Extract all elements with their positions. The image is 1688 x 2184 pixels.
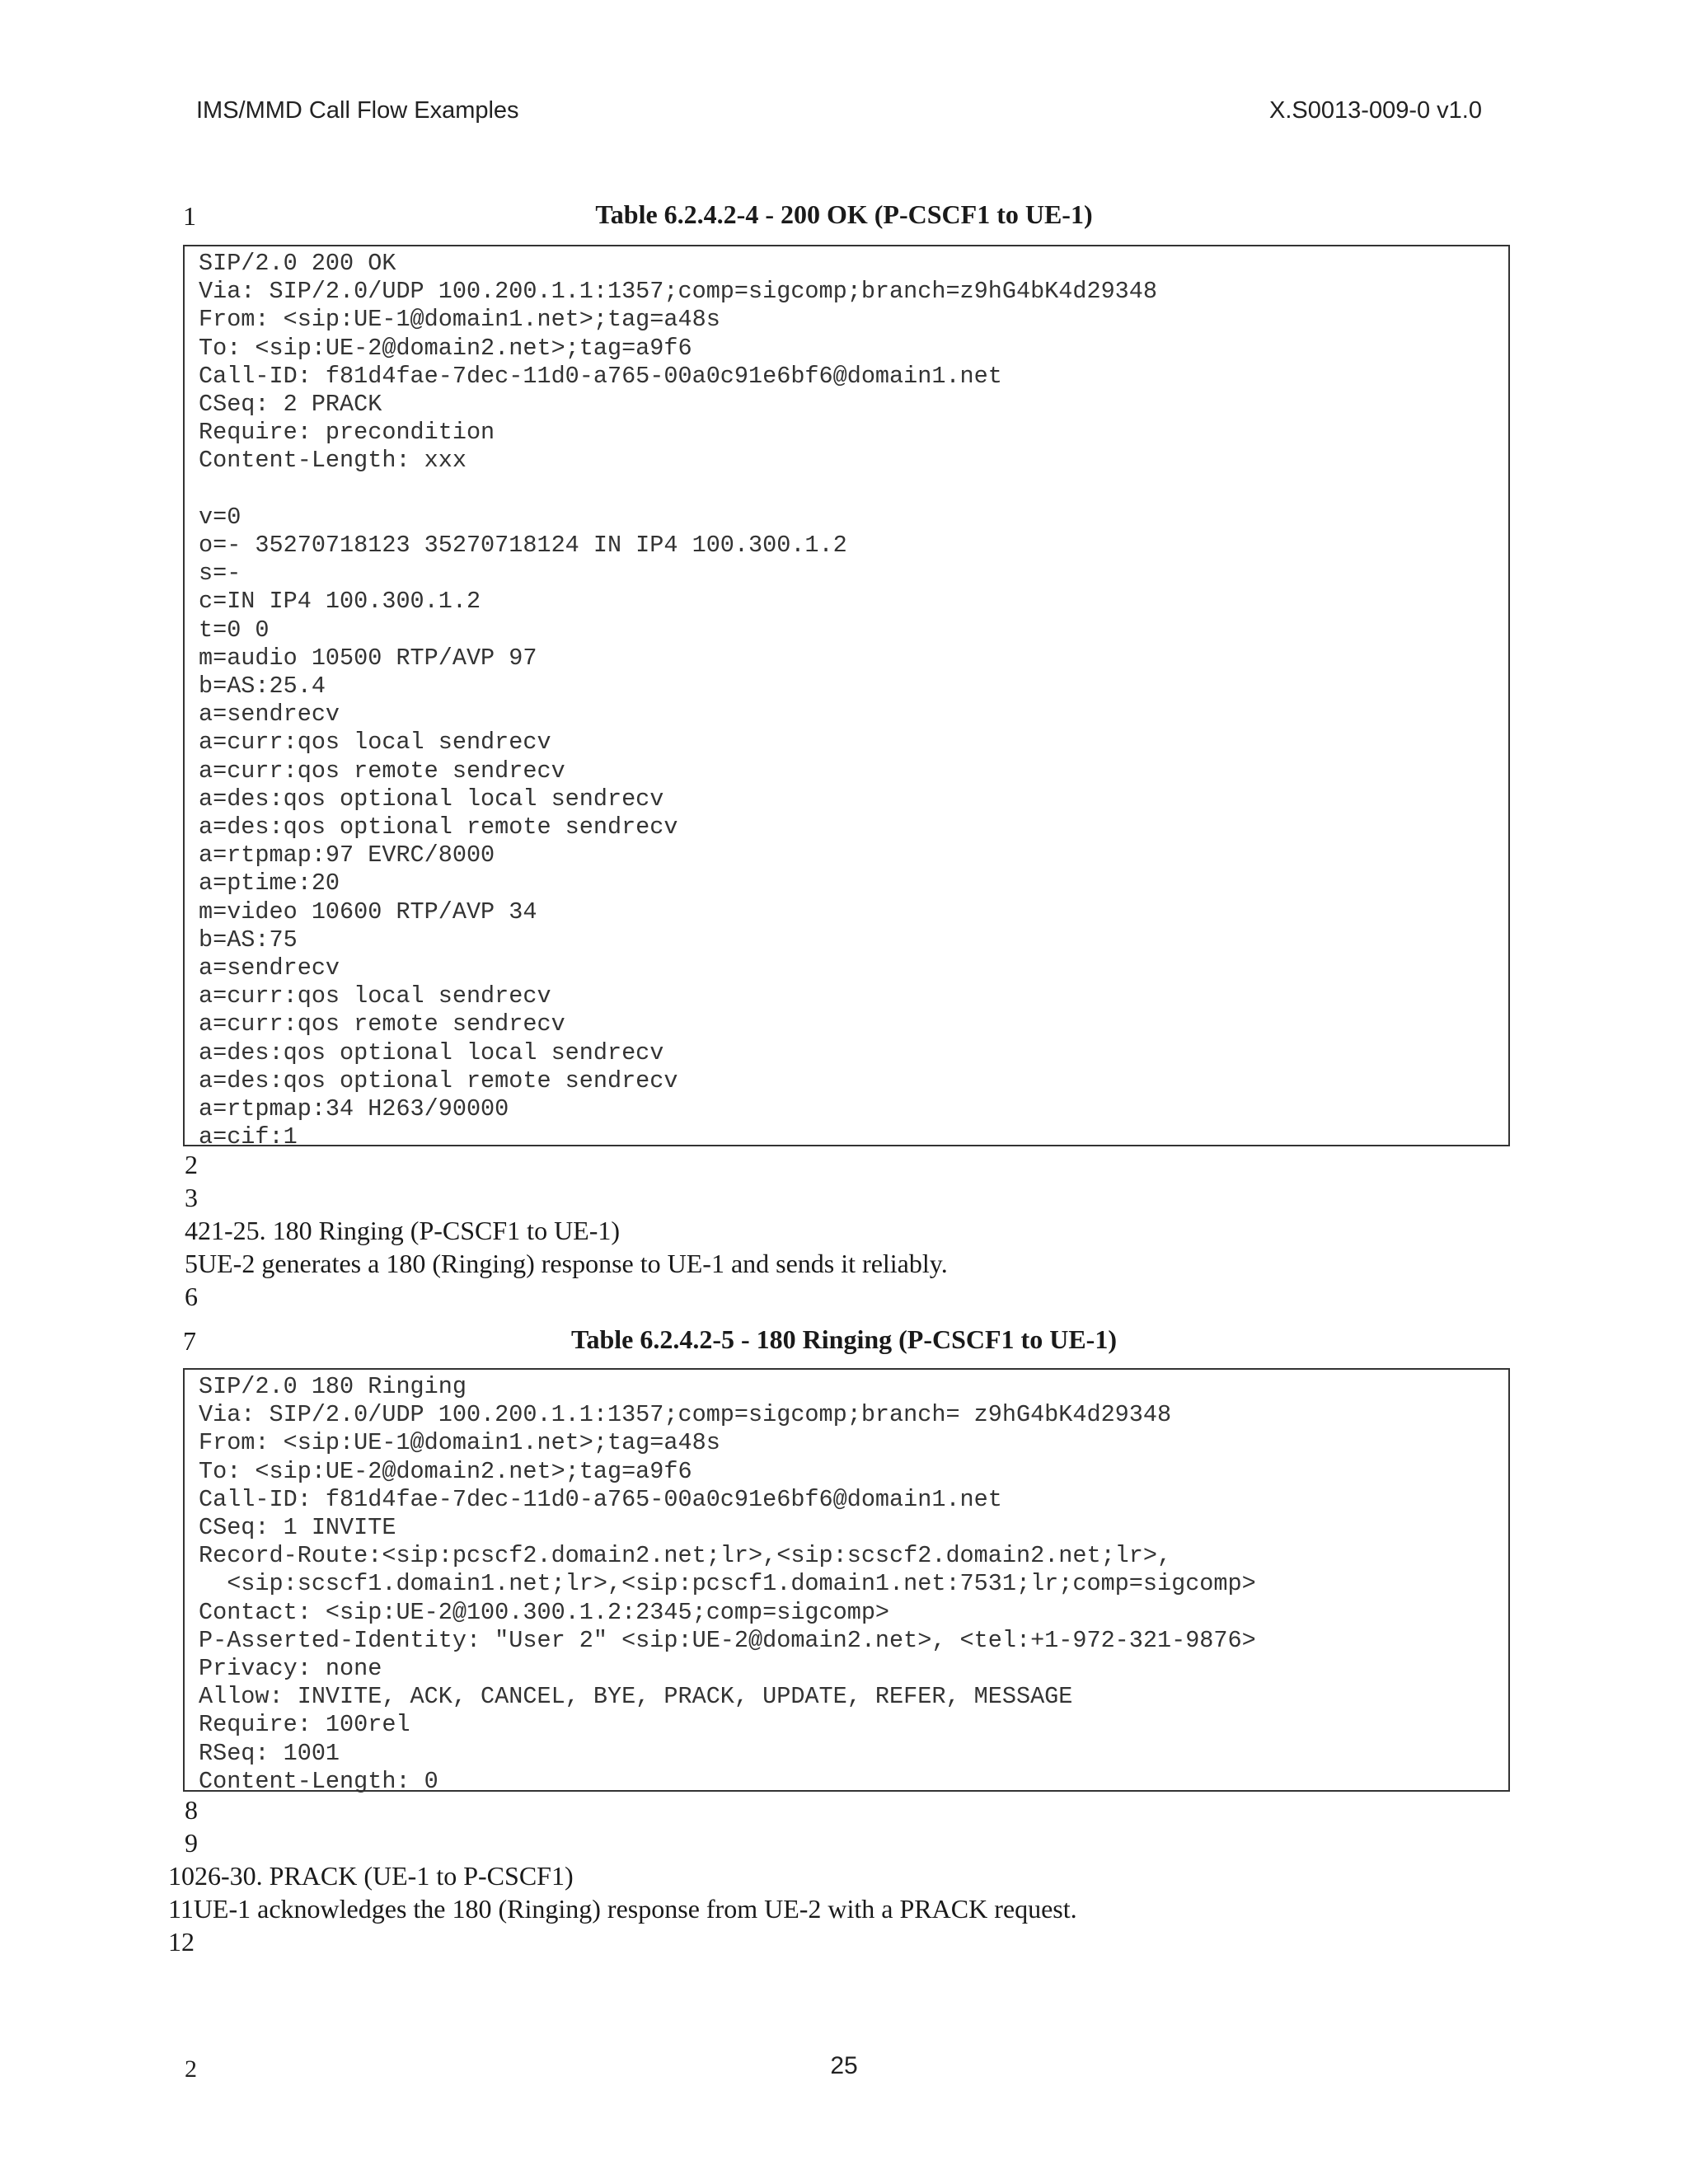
table1-code-line: a=curr:qos remote sendrecv bbox=[199, 1010, 565, 1038]
table2-code-line: CSeq: 1 INVITE bbox=[199, 1514, 396, 1542]
table1-code-line: Content-Length: xxx bbox=[199, 447, 467, 475]
table1-code-line: a=sendrecv bbox=[199, 954, 340, 982]
table1-code-line: a=sendrecv bbox=[199, 701, 340, 729]
table1-code-line: b=AS:75 bbox=[199, 926, 298, 954]
table1-code-line: v=0 bbox=[199, 503, 241, 531]
line-number-3: 3 bbox=[185, 1183, 198, 1212]
table1-code-line: a=curr:qos local sendrecv bbox=[199, 729, 551, 757]
paragraph-ue1-acknowledges: 11UE-1 acknowledges the 180 (Ringing) response from UE-2 with a PRACK request. bbox=[168, 1894, 1077, 1924]
table2-code-line: RSeq: 1001 bbox=[199, 1739, 340, 1767]
table2-code-line: <sip:scscf1.domain1.net;lr>,<sip:pcscf1.domain1.net:7531;lr;comp=sigcomp> bbox=[199, 1570, 1256, 1598]
line-number-12: 12 bbox=[168, 1927, 195, 1957]
table2-code-line: Call-ID: f81d4fae-7dec-11d0-a765-00a0c91e6bf6@domain1.net bbox=[199, 1485, 1002, 1513]
table1-code-line: a=curr:qos remote sendrecv bbox=[199, 757, 565, 785]
table1-code-line: a=des:qos optional local sendrecv bbox=[199, 1038, 664, 1066]
table1-code-line: Via: SIP/2.0/UDP 100.200.1.1:1357;comp=sigcomp;branch=z9hG4bK4d29348 bbox=[199, 278, 1157, 306]
header-document-title: IMS/MMD Call Flow Examples bbox=[196, 97, 519, 124]
line-number-6: 6 bbox=[185, 1282, 198, 1311]
table2-code-line: From: <sip:UE-1@domain1.net>;tag=a48s bbox=[199, 1429, 720, 1457]
table1-caption: Table 6.2.4.2-4 - 200 OK (P-CSCF1 to UE-1) bbox=[595, 199, 1093, 229]
table1-code-line: a=rtpmap:97 EVRC/8000 bbox=[199, 841, 495, 869]
table1-code-line: b=AS:25.4 bbox=[199, 673, 326, 701]
table2-code-line: To: <sip:UE-2@domain2.net>;tag=a9f6 bbox=[199, 1457, 692, 1485]
table1-code-line: From: <sip:UE-1@domain1.net>;tag=a48s bbox=[199, 306, 720, 334]
line-number-8: 8 bbox=[185, 1795, 198, 1825]
table2-code-line: Content-Length: 0 bbox=[199, 1767, 438, 1795]
footer-left-number: 2 bbox=[185, 2055, 197, 2083]
table1-code-line: Call-ID: f81d4fae-7dec-11d0-a765-00a0c91e6bf6@domain1.net bbox=[199, 362, 1002, 390]
table1-code-line: a=ptime:20 bbox=[199, 869, 340, 898]
section-heading-prack: 1026-30. PRACK (UE-1 to P-CSCF1) bbox=[168, 1861, 574, 1891]
line-number-1: 1 bbox=[183, 201, 196, 231]
paragraph-ue2-generates: 5UE-2 generates a 180 (Ringing) response to UE-1 and sends it reliably. bbox=[185, 1249, 948, 1278]
footer-page-number: 25 bbox=[830, 2052, 858, 2079]
table1-code-box bbox=[183, 245, 1510, 1151]
table1-code bbox=[199, 250, 1508, 1152]
table2-code-line: SIP/2.0 180 Ringing bbox=[199, 1373, 467, 1400]
table1-code-line: SIP/2.0 200 OK bbox=[199, 250, 396, 277]
table2-code bbox=[199, 1373, 1508, 1796]
table2-code-line: Allow: INVITE, ACK, CANCEL, BYE, PRACK, UPDATE, REFER, MESSAGE bbox=[199, 1683, 1073, 1711]
table2-code-box bbox=[183, 1368, 1510, 1795]
table1-code-line: t=0 0 bbox=[199, 616, 270, 644]
table2-code-line: Privacy: none bbox=[199, 1655, 382, 1683]
table2-code-line: Require: 100rel bbox=[199, 1711, 410, 1739]
table1-code-line: To: <sip:UE-2@domain2.net>;tag=a9f6 bbox=[199, 334, 692, 362]
table1-code-line: c=IN IP4 100.300.1.2 bbox=[199, 588, 481, 616]
table1-code-line: Require: precondition bbox=[199, 419, 495, 447]
table2-caption: Table 6.2.4.2-5 - 180 Ringing (P-CSCF1 to UE-1) bbox=[571, 1324, 1117, 1354]
table1-code-line: a=cif:1 bbox=[199, 1123, 298, 1151]
section-heading-180-ringing: 421-25. 180 Ringing (P-CSCF1 to UE-1) bbox=[185, 1216, 621, 1245]
table1-code-line: a=des:qos optional local sendrecv bbox=[199, 785, 664, 813]
line-number-2: 2 bbox=[185, 1150, 198, 1179]
table2-code-line: P-Asserted-Identity: "User 2" <sip:UE-2@domain2.net>, <tel:+1-972-321-9876> bbox=[199, 1626, 1256, 1654]
table1-code-line: a=curr:qos local sendrecv bbox=[199, 982, 551, 1010]
table1-code-line: s=- bbox=[199, 560, 241, 588]
table1-code-line: m=video 10600 RTP/AVP 34 bbox=[199, 898, 537, 926]
table2-code-line: Via: SIP/2.0/UDP 100.200.1.1:1357;comp=sigcomp;branch= z9hG4bK4d29348 bbox=[199, 1401, 1172, 1429]
line-number-7: 7 bbox=[183, 1326, 196, 1356]
table1-code-line: a=des:qos optional remote sendrecv bbox=[199, 813, 678, 841]
table1-code-line: a=des:qos optional remote sendrecv bbox=[199, 1066, 678, 1094]
table1-code-line: o=- 35270718123 35270718124 IN IP4 100.300.1.2 bbox=[199, 532, 847, 560]
table1-code-line: m=audio 10500 RTP/AVP 97 bbox=[199, 644, 537, 672]
table1-code-line: a=rtpmap:34 H263/90000 bbox=[199, 1095, 509, 1123]
line-number-9: 9 bbox=[185, 1828, 198, 1858]
header-document-id: X.S0013-009-0 v1.0 bbox=[1269, 97, 1482, 124]
table1-code-line: CSeq: 2 PRACK bbox=[199, 391, 382, 419]
table2-code-line: Contact: <sip:UE-2@100.300.1.2:2345;comp=sigcomp> bbox=[199, 1598, 890, 1626]
table2-code-line: Record-Route:<sip:pcscf2.domain2.net;lr>,<sip:scscf2.domain2.net;lr>, bbox=[199, 1542, 1172, 1570]
